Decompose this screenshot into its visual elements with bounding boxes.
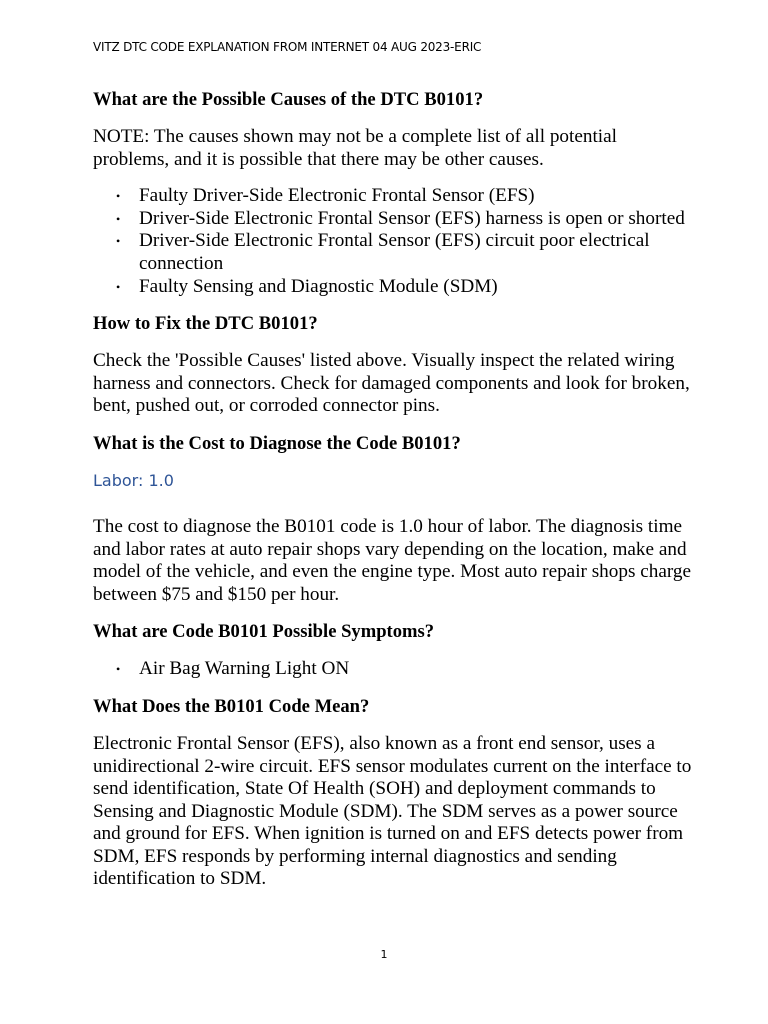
bullet-icon: • — [116, 662, 121, 677]
list-item — [116, 275, 693, 299]
causes-note: NOTE: The causes shown may not be a complete list of all potential problems, and it is possible that there may be other causes. — [93, 126, 617, 170]
bullet-icon: • — [116, 234, 121, 249]
cost-body: The cost to diagnose the B0101 code is 1.0 hour of labor. The diagnosis time and labor rates at auto repair shops vary depending on the location, make and model of the vehicle, and even the engine type. Most auto repair shops charge between $75 and $150 per hour. — [93, 515, 691, 605]
meaning-heading: What Does the B0101 Code Mean? — [93, 695, 370, 717]
list-item-text: Driver-Side Electronic Frontal Sensor (EFS) harness is open or shorted — [139, 207, 685, 229]
list-item — [116, 185, 693, 208]
document-body — [93, 88, 693, 905]
list-item-text: Air Bag Warning Light ON — [139, 658, 350, 680]
fix-body: Check the 'Possible Causes' listed above. Visually inspect the related wiring harness and connectors. Check for damaged components and look for broken, bent, pushed out, or corroded connector pins. — [93, 350, 690, 417]
causes-heading: What are the Possible Causes of the DTC B0101? — [93, 89, 484, 110]
symptoms-heading: What are Code B0101 Possible Symptoms? — [93, 621, 435, 643]
symptoms-list — [93, 658, 693, 681]
bullet-icon: • — [116, 211, 121, 226]
fix-heading: How to Fix the DTC B0101? — [93, 313, 318, 335]
page-number: 1 — [380, 948, 388, 961]
list-item-text: Faulty Driver-Side Electronic Frontal Sensor (EFS) — [139, 185, 535, 207]
labor-label: Labor: 1.0 — [93, 470, 174, 490]
cost-heading: What is the Cost to Diagnose the Code B0101? — [93, 432, 461, 454]
page-header: VITZ DTC CODE EXPLANATION FROM INTERNET 04 AUG 2023-ERIC — [93, 40, 482, 54]
list-item — [116, 207, 693, 231]
meaning-body: Electronic Frontal Sensor (EFS), also known as a front end sensor, uses a unidirectional 2-wire circuit. EFS sensor modulates current on the interface to send identification, State Of Health (SOH) and deployment commands to Sensing and Diagnostic Module (SDM). The SDM serves as a power source and ground for EFS. When ignition is turned on and EFS detects power from SDM, EFS responds by performing internal diagnostics and sending identification to SDM. — [93, 732, 692, 890]
list-item — [116, 658, 693, 681]
bullet-icon: • — [116, 279, 121, 294]
list-item-text: Faulty Sensing and Diagnostic Module (SDM) — [139, 275, 498, 297]
bullet-icon: • — [116, 189, 121, 204]
list-item-text: Driver-Side Electronic Frontal Sensor (EFS) circuit poor electrical connection — [139, 230, 650, 274]
causes-list — [93, 185, 693, 298]
list-item — [116, 230, 693, 275]
